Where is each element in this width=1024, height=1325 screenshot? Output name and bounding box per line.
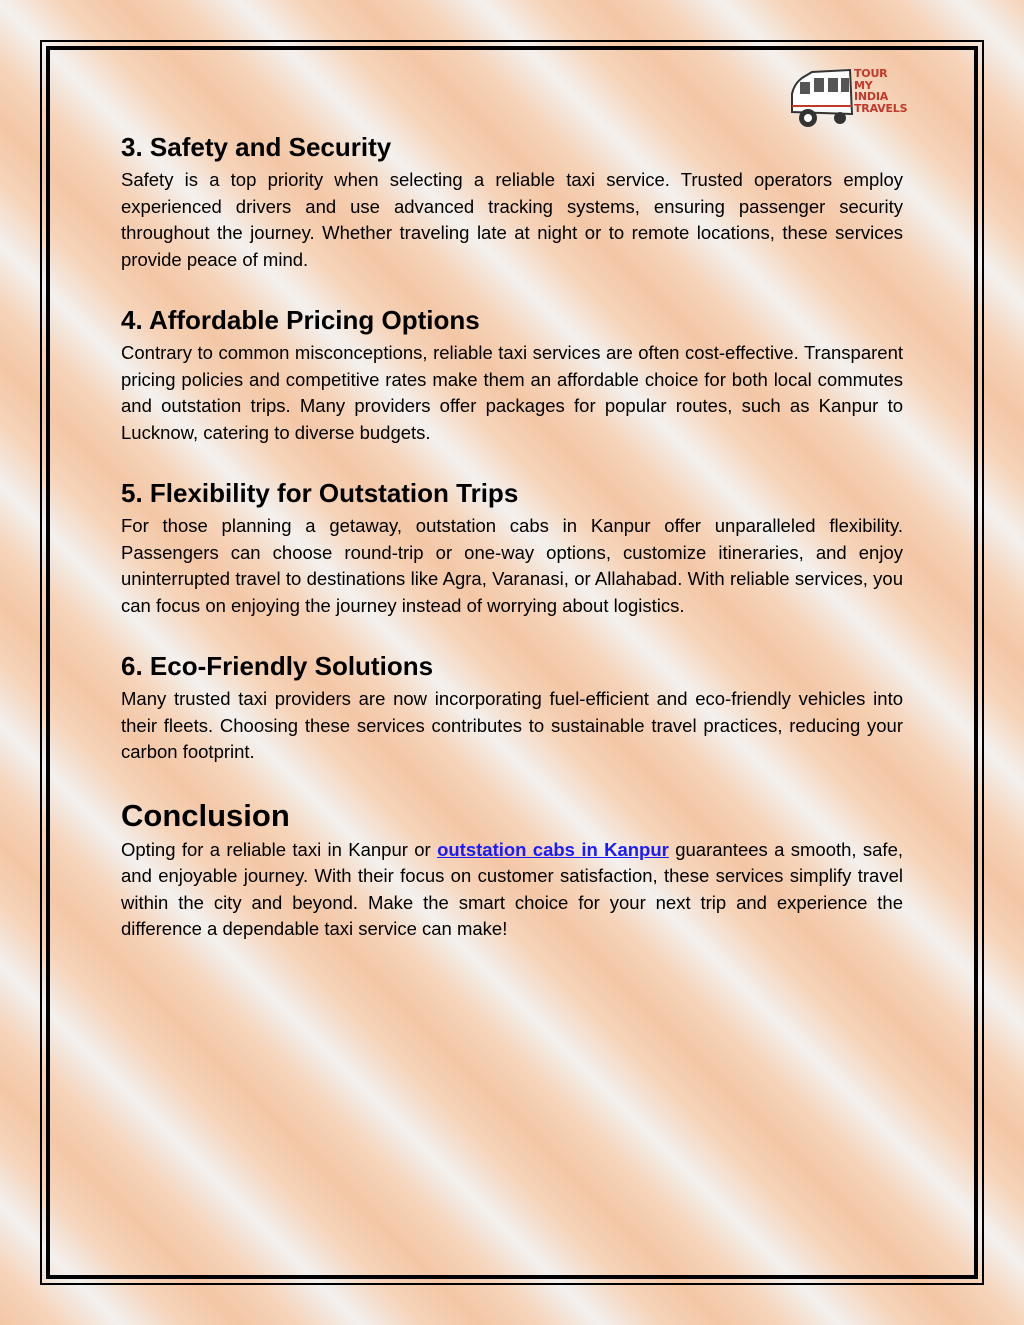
conclusion-text-after: guarantees a smooth, safe, and enjoyable journey. With their focus on customer satisfaction, these services simplify travel within the city and beyond. Make the smart choice for your next trip and experience the difference a dependable taxi service can make! — [121, 838, 903, 939]
conclusion-text-before: Opting for a reliable taxi in Kanpur or — [121, 838, 438, 860]
section-paragraph: Safety is a top priority when selecting a reliable taxi service. Trusted operators employ experienced drivers and use advanced tracking systems, ensuring passenger security throughout the journey. Whether traveling late at night or to remote locations, these services provide peace of mind. — [121, 169, 903, 270]
conclusion-paragraph — [121, 837, 903, 943]
section-paragraph: Contrary to common misconceptions, reliable taxi services are often cost-effective. Transparent pricing policies and competitive rates make them an affordable choice for both local commutes and outstation trips. Many providers offer packages for popular routes, such as Kanpur to Lucknow, catering to diverse budgets. — [121, 342, 903, 443]
section-pricing — [121, 304, 903, 446]
section-heading: 3. Safety and Security — [121, 132, 392, 162]
section-safety — [121, 131, 903, 273]
section-eco — [121, 650, 903, 766]
section-heading: 4. Affordable Pricing Options — [121, 305, 480, 335]
brand-logo-text — [854, 68, 907, 114]
outstation-cabs-link[interactable]: outstation cabs in Kanpur — [437, 838, 669, 860]
document-body — [121, 131, 903, 974]
section-flexibility — [121, 477, 903, 619]
conclusion-heading: Conclusion — [121, 797, 290, 833]
section-paragraph: Many trusted taxi providers are now incorporating fuel-efficient and eco-friendly vehicles into their fleets. Choosing these services contributes to sustainable travel practices, reducing your carbon footprint. — [121, 688, 903, 762]
logo-line: TRAVELS — [854, 101, 908, 115]
section-conclusion — [121, 797, 903, 943]
section-heading: 6. Eco-Friendly Solutions — [121, 651, 434, 681]
logo-line: MY — [854, 78, 873, 92]
logo-line: INDIA — [854, 90, 889, 103]
logo-line: TOUR — [854, 67, 888, 80]
section-paragraph: For those planning a getaway, outstation cabs in Kanpur offer unparalleled flexibility. Passengers can choose round-trip or one-way options, customize itineraries, and enjoy uninterrupted travel to destinations like Agra, Varanasi, or Allahabad. With reliable services, you can focus on enjoying the journey instead of worrying about logistics. — [121, 515, 903, 616]
section-heading: 5. Flexibility for Outstation Trips — [121, 478, 519, 508]
